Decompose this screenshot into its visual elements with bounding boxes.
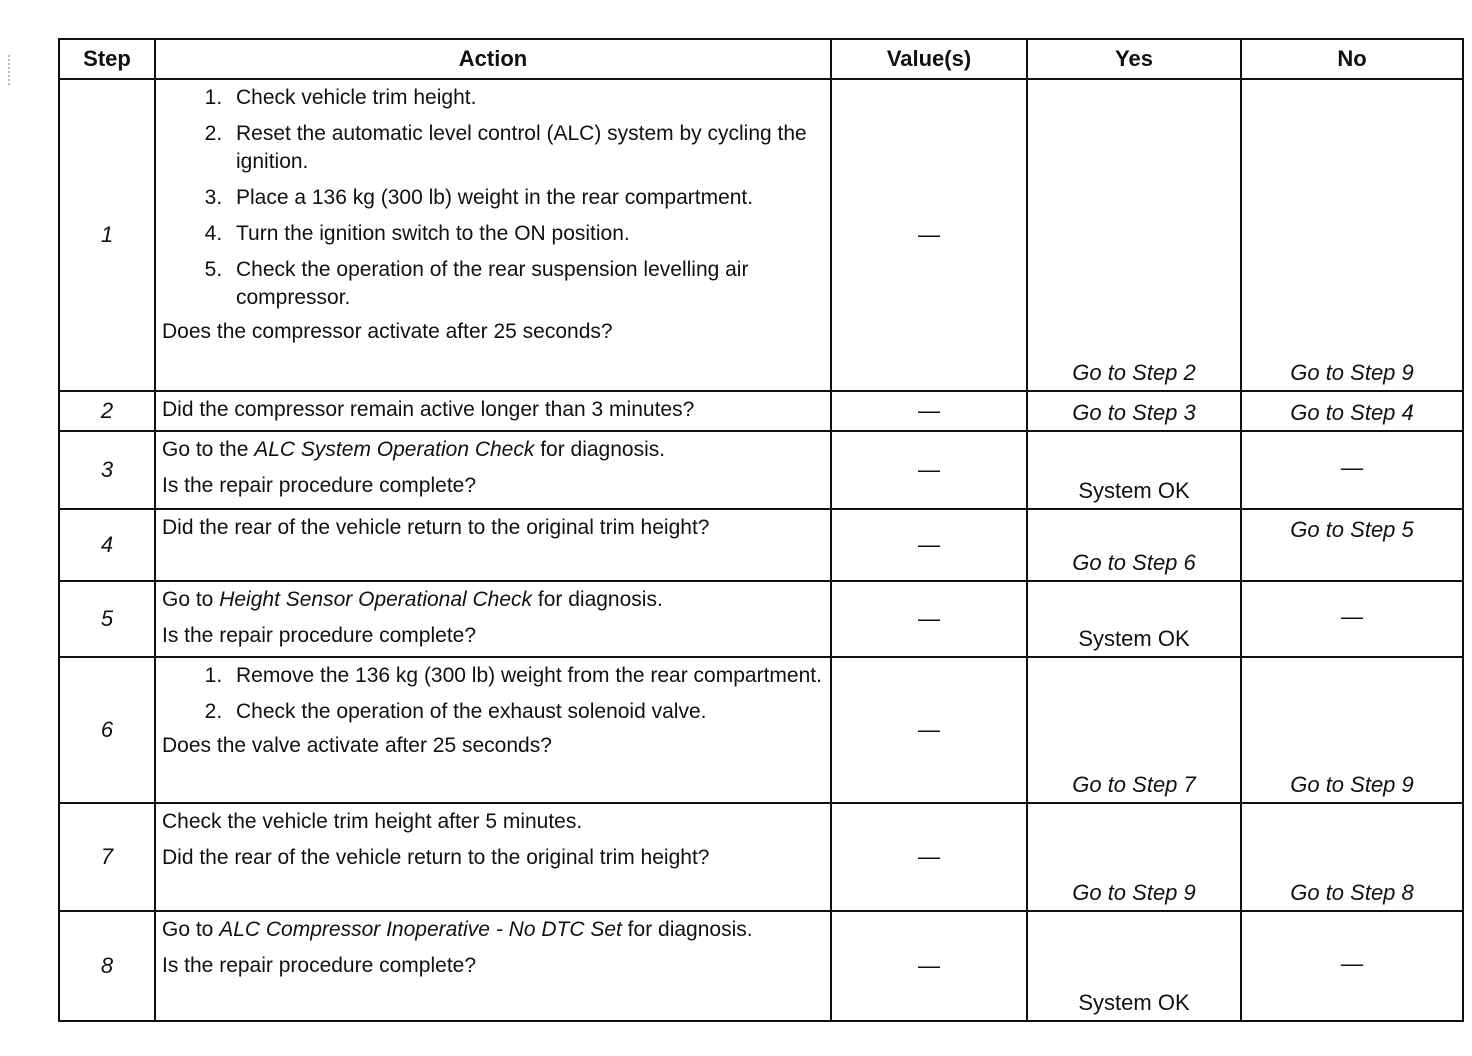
substep: 1. Check vehicle trim height. [228,84,822,112]
yes-cell: System OK [1027,431,1241,509]
margin-mark [8,55,14,85]
question-text: Does the compressor activate after 25 seconds? [162,320,613,343]
question-text: Did the rear of the vehicle return to the original trim height? [162,516,710,539]
header-no: No [1241,39,1463,79]
step-number: 2 [59,391,155,431]
substep: 2. Reset the automatic level control (ALC) system by cycling the ignition. [228,120,822,176]
step-number: 5 [59,581,155,657]
yes-cell: Go to Step 2 [1027,79,1241,391]
step-number: 8 [59,911,155,1021]
instruction-prefix: Go to [162,588,220,611]
table-row [59,79,1463,391]
table-row [59,509,1463,581]
no-cell: Go to Step 5 [1241,509,1463,581]
substep: 5. Check the operation of the rear suspension levelling air compressor. [228,256,822,312]
action-cell [155,581,831,657]
procedure-reference: ALC System Operation Check [254,438,535,461]
substep: 3. Place a 136 kg (300 lb) weight in the rear compartment. [228,184,822,212]
yes-cell: Go to Step 3 [1027,391,1241,431]
substep: 1. Remove the 136 kg (300 lb) weight from the rear compartment. [228,662,822,690]
value-cell: — [831,509,1027,581]
value-cell: — [831,79,1027,391]
no-cell: — [1241,431,1463,509]
header-yes: Yes [1027,39,1241,79]
table-row [59,581,1463,657]
value-cell: — [831,391,1027,431]
table-row [59,803,1463,911]
instruction-suffix: for diagnosis. [534,438,666,461]
action-cell [155,509,831,581]
instruction-line [162,586,822,614]
no-cell: — [1241,581,1463,657]
question-text: Is the repair procedure complete? [162,954,477,977]
instruction-suffix: for diagnosis. [621,918,753,941]
step-number: 7 [59,803,155,911]
instruction-line [162,436,822,464]
action-cell [155,79,831,391]
yes-cell: System OK [1027,911,1241,1021]
step-number: 1 [59,79,155,391]
substep-list [162,84,822,312]
procedure-reference: ALC Compressor Inoperative - No DTC Set [219,918,622,941]
action-cell [155,657,831,803]
action-cell [155,431,831,509]
no-cell: — [1241,911,1463,1021]
question-text: Does the valve activate after 25 seconds? [162,734,552,757]
table-row [59,911,1463,1021]
substep: 4. Turn the ignition switch to the ON position. [228,220,822,248]
step-number: 3 [59,431,155,509]
header-step: Step [59,39,155,79]
question-text: Did the compressor remain active longer than 3 minutes? [162,398,695,421]
procedure-reference: Height Sensor Operational Check [219,588,533,611]
value-cell: — [831,657,1027,803]
instruction-prefix: Go to [162,918,220,941]
substep-list [162,662,822,726]
action-cell [155,911,831,1021]
value-cell: — [831,803,1027,911]
yes-cell: Go to Step 7 [1027,657,1241,803]
question-text: Is the repair procedure complete? [162,624,477,647]
instruction-line: Check the vehicle trim height after 5 minutes. [162,810,583,833]
no-cell: Go to Step 9 [1241,657,1463,803]
instruction-prefix: Go to the [162,438,255,461]
header-action: Action [155,39,831,79]
substep: 2. Check the operation of the exhaust solenoid valve. [228,698,822,726]
yes-cell: Go to Step 6 [1027,509,1241,581]
value-cell: — [831,431,1027,509]
value-cell: — [831,581,1027,657]
no-cell: Go to Step 9 [1241,79,1463,391]
diagnostic-table-sheet [58,38,1462,1022]
instruction-line [162,916,822,944]
value-cell: — [831,911,1027,1021]
no-cell: Go to Step 8 [1241,803,1463,911]
instruction-suffix: for diagnosis. [532,588,663,611]
yes-cell: System OK [1027,581,1241,657]
no-cell: Go to Step 4 [1241,391,1463,431]
diagnostic-table [58,38,1464,1022]
header-row [59,39,1463,79]
action-cell [155,391,831,431]
yes-cell: Go to Step 9 [1027,803,1241,911]
table-row [59,431,1463,509]
table-row [59,391,1463,431]
action-cell [155,803,831,911]
table-row [59,657,1463,803]
header-value: Value(s) [831,39,1027,79]
step-number: 4 [59,509,155,581]
question-text: Did the rear of the vehicle return to the original trim height? [162,846,710,869]
question-text: Is the repair procedure complete? [162,474,477,497]
step-number: 6 [59,657,155,803]
